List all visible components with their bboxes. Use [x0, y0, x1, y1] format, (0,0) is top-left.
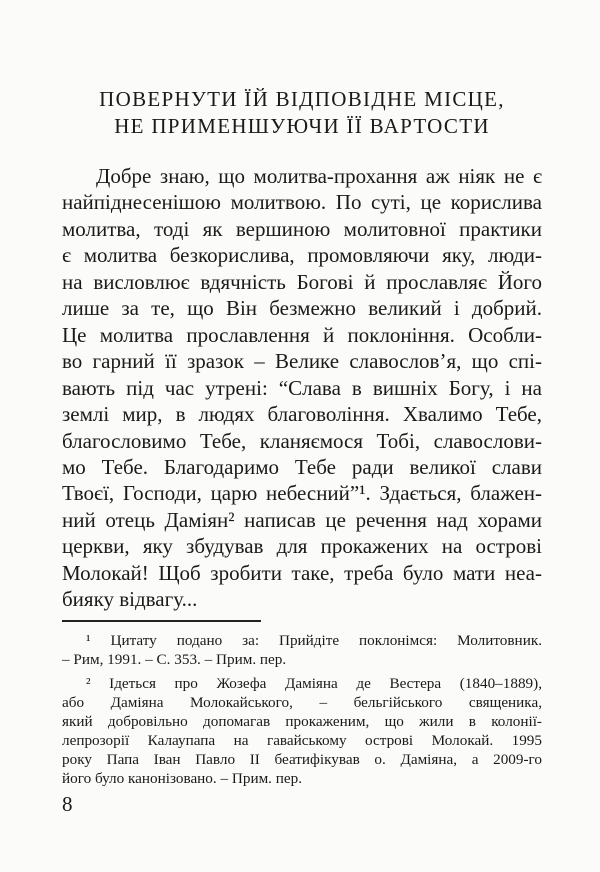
body-line: молитва, тоді як вершиною молитовної практики — [62, 216, 542, 241]
body-line: є молитва безкорислива, промовляючи яку, люди- — [62, 243, 542, 268]
body-line: во гарний її зразок – Велике славослов’я, що спі- — [62, 349, 542, 374]
heading-line: НЕ ПРИМЕНШУЮЧИ ЇЇ ВАРТОСТИ — [114, 114, 490, 138]
body-line: лише за те, що Він безмежно великий і добрий. — [62, 296, 542, 321]
footnote-line: – Рим, 1991. – С. 353. – Прим. пер. — [62, 651, 287, 668]
footnote-line: який добровільно допомагав прокаженим, що жили в колонії- — [62, 713, 542, 730]
body-line: Добре знаю, що молитва-прохання аж ніяк не є — [96, 164, 542, 188]
footnote-line: ² Ідеться про Жозефа Даміяна де Вестера (1840–1889), — [86, 675, 542, 692]
footnote-line: року Папа Іван Павло ІІ беатифікував о. Даміяна, а 2009-го — [62, 751, 542, 768]
page-number: 8 — [62, 792, 73, 816]
footnote-line: або Даміяна Молокайського, – бельгійського священика, — [62, 694, 542, 711]
body-line: Твоєї, Господи, царю небесний”¹. Здається, блажен- — [62, 481, 542, 506]
footnote-line: ¹ Цитату подано за: Прийдіте поклонімся: Молитовник. — [86, 632, 542, 649]
body-line: церкви, яку збудував для прокажених на острові — [62, 534, 542, 559]
body-line: вають під час утрені: “Слава в вишніх Богу, і на — [62, 375, 542, 400]
footnote-divider — [62, 620, 261, 622]
body-line: Молокай! Щоб зробити таке, треба було мати неа- — [62, 560, 542, 585]
footnote-line: його було канонізовано. – Прим. пер. — [62, 770, 303, 787]
body-line: мо Тебе. Благодаримо Тебе ради великої слави — [62, 454, 542, 479]
body-line: найпіднесенішою молитвою. По суті, це корислива — [62, 190, 542, 215]
body-line: Це молитва прославлення й поклоніння. Особли- — [62, 322, 542, 347]
footnote-line: лепрозорії Калаупапа на гавайському острові Молокай. 1995 — [62, 732, 542, 749]
body-line: благословимо Тебе, кланяємося Тобі, славослови- — [62, 428, 542, 453]
body-line: на висловлює вдячність Богові й прославляє Його — [62, 269, 542, 294]
body-line: землі мир, в людях благовоління. Хвалимо Тебе, — [62, 402, 542, 427]
body-line: ний отець Даміян² написав це речення над хорами — [62, 507, 542, 532]
body-line: бияку відвагу... — [62, 587, 198, 612]
heading-line: ПОВЕРНУТИ ЇЙ ВІДПОВІДНЕ МІСЦЕ, — [99, 87, 505, 111]
